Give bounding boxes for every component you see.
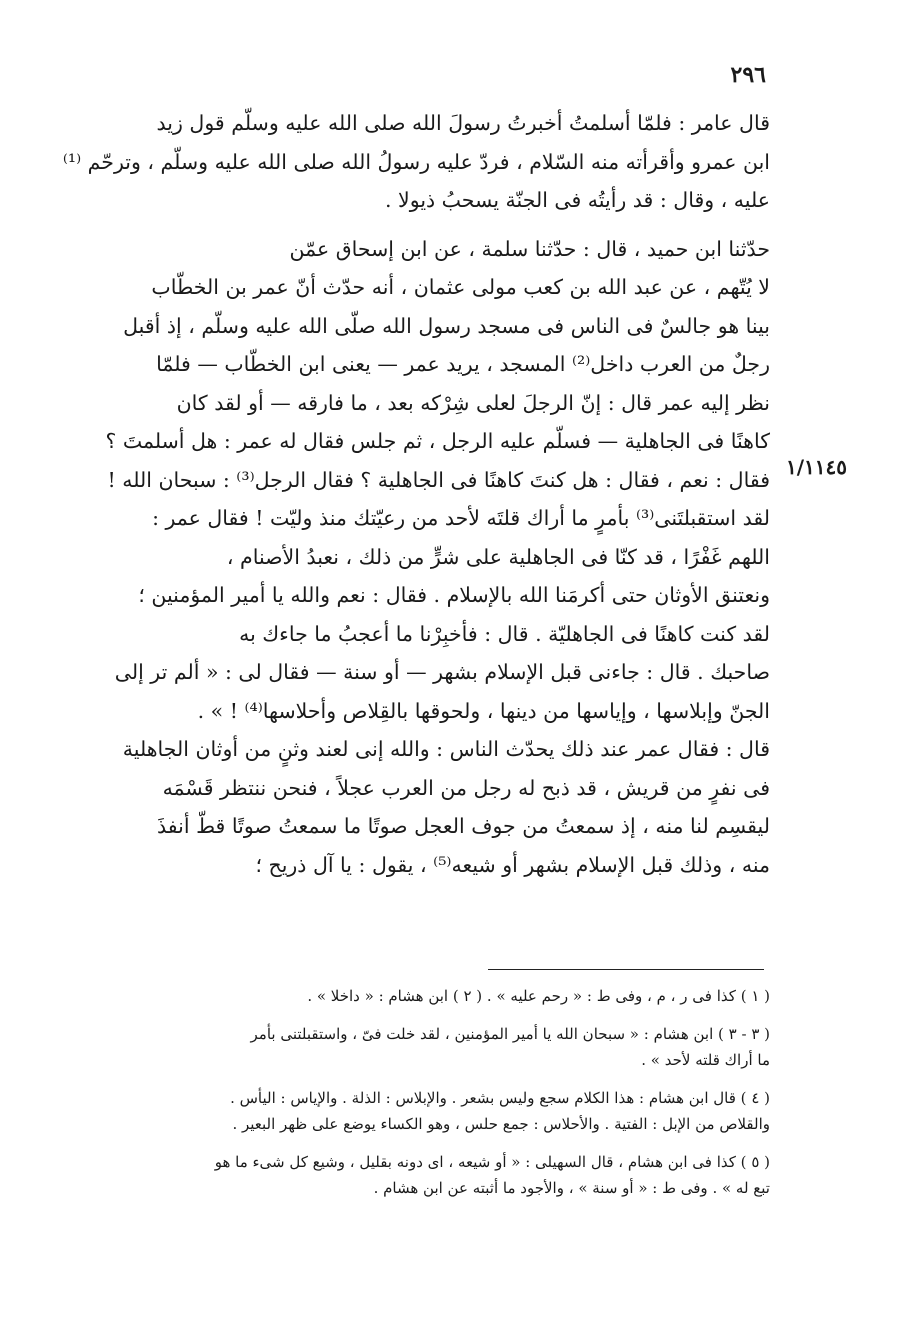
footnote-line: ( ٣ - ٣ ) ابن هشام : « سبحان الله يا أمير المؤمنين ، لقد خلت فىّ ، واستقبلتنى بأمر xyxy=(250,1025,770,1043)
text-line: ونعتنق الأوثان حتى أكرمَنا الله بالإسلام . فقال : نعم والله يا أمير المؤمنين ؛ xyxy=(138,583,770,607)
text-line: عليه ، وقال : قد رأيتُه فى الجنّة يسحبُ ذيولا . xyxy=(385,188,770,212)
text-line: قال عامر : فلمّا أسلمتُ أخبرتُ رسولَ الله صلى الله عليه وسلّم قول زيد xyxy=(156,111,770,135)
text-line: اللهم غَفْرًا ، قد كنّا فى الجاهلية على شرٍّ من ذلك ، نعبدُ الأصنام ، xyxy=(226,544,770,569)
footnote xyxy=(100,1149,770,1201)
footnotes xyxy=(100,983,770,1213)
text-line: نظر إليه عمر قال : إنّ الرجلَ لعلى شِرْكه بعد ، ما فارقه — أو لقد كان xyxy=(176,390,770,415)
text-line: الجنّ وإبلاسها ، وإياسها من دينها ، ولحوقها بالقِلاص وأحلاسها⁽⁴⁾ ! » . xyxy=(197,698,770,723)
margin-reference-number: ١/١١٤٥ xyxy=(786,455,848,479)
text-line: لقد كنت كاهنًا فى الجاهليّة . قال : فأخبِرْنا ما أعجبُ ما جاءك به xyxy=(239,621,770,646)
text-line: ليقسِم لنا منه ، إذ سمعتُ من جوف العجل صوتًا ما سمعتُ صوتًا قطّ أنفذَ xyxy=(157,814,770,838)
text-line: رجلٌ من العرب داخل⁽²⁾ المسجد ، يريد عمر — يعنى ابن الخطّاب — فلمّا xyxy=(156,352,770,376)
text-line: لقد استقبلتَنى⁽³⁾ بأمرٍ ما أراك قلتَه لأحد من رعيّتك منذ وليّت ! فقال عمر : xyxy=(152,506,770,530)
footnote xyxy=(100,1085,770,1137)
paragraph xyxy=(62,104,770,220)
footnote-line: ( ٥ ) كذا فى ابن هشام ، قال السهيلى : « أو شيعه ، اى دونه بقليل ، وشيع كل شىء ما هو xyxy=(214,1153,770,1171)
footnote-line: تبع له » . وفى ط : « أو سنة » ، والأجود ما أثبته عن ابن هشام . xyxy=(373,1179,770,1197)
footnote-line: ( ١ ) كذا فى ر ، م ، وفى ط : « رحم عليه » . ( ٢ ) ابن هشام : « داخلا » . xyxy=(307,987,770,1005)
footnote-line: والقلاص من الإبل : الفتية . والأحلاس : جمع حلس ، وهو الكساء يوضع على ظهر البعير . xyxy=(232,1115,770,1133)
text-line: لا يُتّهم ، عن عبد الله بن كعب مولى عثمان ، أنه حدّث أنّ عمر بن الخطّاب xyxy=(151,275,770,299)
text-line: حدّثنا ابن حميد ، قال : حدّثنا سلمة ، عن ابن إسحاق عمّن xyxy=(289,236,770,261)
text-line: فقال : نعم ، فقال : هل كنتَ كاهنًا فى الجاهلية ؟ فقال الرجل⁽³⁾ : سبحان الله ! xyxy=(107,467,770,492)
text-line: منه ، وذلك قبل الإسلام بشهر أو شيعه⁽⁵⁾ ، يقول : يا آل ذريح ؛ xyxy=(255,852,770,877)
text-line: ابن عمرو وأقرأته منه السّلام ، فردّ عليه رسولُ الله صلى الله عليه وسلّم ، وترحّم ⁽¹⁾ xyxy=(62,149,770,174)
footnote-line: ما أراك قلته لأحد » . xyxy=(641,1051,770,1069)
paragraph xyxy=(100,230,770,885)
footnote xyxy=(100,983,770,1009)
text-line: صاحبك . قال : جاءنى قبل الإسلام بشهر — أو سنة — فقال لى : « ألم تر إلى xyxy=(114,660,770,684)
text-line: قال : فقال عمر عند ذلك يحدّث الناس : والله إنى لعند وثنٍ من أوثان الجاهلية xyxy=(122,737,770,761)
footnote-divider xyxy=(488,969,764,970)
main-text xyxy=(62,104,770,884)
text-line: كاهنًا فى الجاهلية — فسلّم عليه الرجل ، ثم جلس فقال له عمر : هل أسلمتَ ؟ xyxy=(105,429,770,453)
text-line: بينا هو جالسٌ فى الناس فى مسجد رسول الله صلّى الله عليه وسلّم ، إذ أقبل xyxy=(123,313,770,338)
text-line: فى نفرٍ من قريش ، قد ذبح له رجل من العرب عجلاً ، فنحن ننتظر قَسْمَه xyxy=(162,775,770,800)
footnote xyxy=(100,1021,770,1073)
page-number: ٢٩٦ xyxy=(730,62,766,88)
footnote-line: ( ٤ ) قال ابن هشام : هذا الكلام سجع وليس بشعر . والإبلاس : الذلة . والإياس : اليأس . xyxy=(230,1089,770,1107)
